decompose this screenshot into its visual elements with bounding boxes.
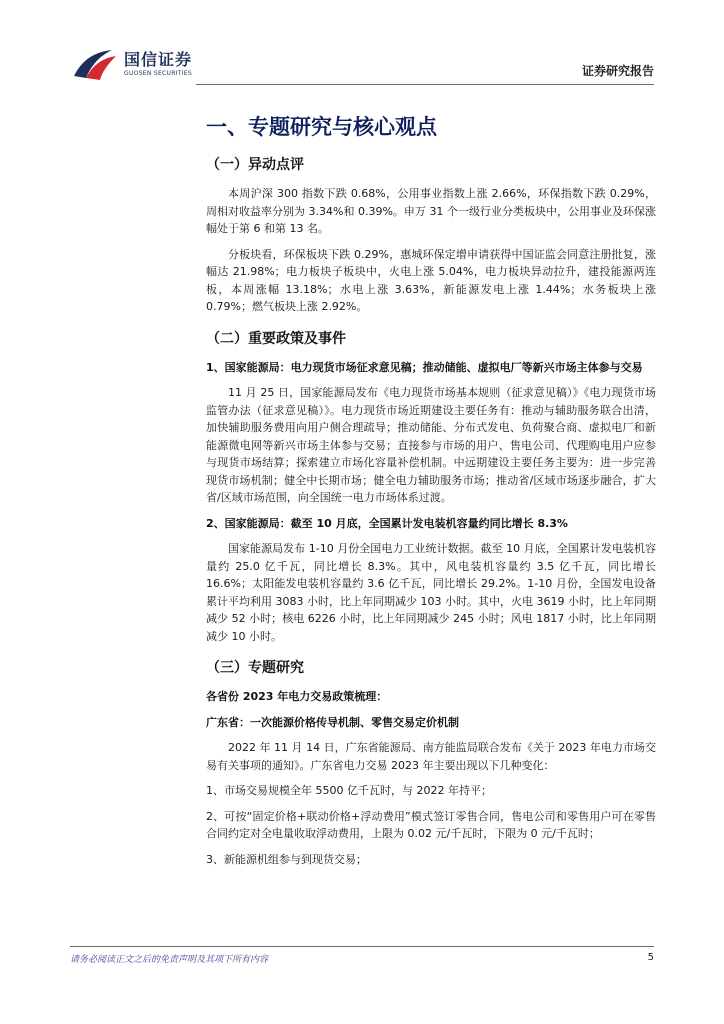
paragraph: 2022 年 11 月 14 日，广东省能源局、南方能监局联合发布《关于 2023 年电力市场交易有关事项的通知》。广东省电力交易 2023 年主要出现以下几种变化： bbox=[206, 741, 656, 772]
page-header bbox=[0, 0, 724, 90]
paragraph: 本周沪深 300 指数下跌 0.68%，公用事业指数上涨 2.66%，环保指数下跌 0.29%，周相对收益率分别为 3.34%和 0.39%。申万 31 个一级行业分类板块中，公用事业及环保涨幅处于第 6 和第 13 名。 bbox=[206, 187, 656, 235]
report-type-label: 证券研究报告 bbox=[581, 64, 654, 78]
paragraph: 分板块看，环保板块下跌 0.29%，惠城环保定增申请获得中国证监会同意注册批复，涨幅达 21.98%；电力板块子板块中，火电上涨 5.04%，电力板块异动拉升，建投能源两连板，本周涨幅 13.18%；水电上涨 3.63%，新能源发电上涨 1.44%；水务板块上涨 0.79%；燃气板块上涨 2.92%。 bbox=[206, 247, 656, 313]
paragraph: 2、可按“固定价格+联动价格+浮动费用”模式签订零售合同，售电公司和零售用户可在零售合同约定对全电量收取浮动费用，上限为 0.02 元/千瓦时，下限为 0 元/千瓦时； bbox=[206, 809, 656, 840]
header-divider bbox=[196, 84, 654, 85]
section-heading-research: （三）专题研究 bbox=[206, 660, 304, 676]
paragraph: 国家能源局发布 1-10 月份全国电力工业统计数据。截至 10 月底，全国累计发电装机容量约 25.0 亿千瓦，同比增长 8.3%。其中，风电装机容量约 3.5 亿千瓦，同比增长 16.6%；太阳能发电装机容量约 3.6 亿千瓦，同比增长 29.2%。1-10 月份，全国发电设备累计平均利用 3083 小时，比上年同期减少 103 小时。其中，火电 3619 小时，比上年同期减少 52 小时；核电 6226 小时，比上年同期减少 245 小时；风电 1817 小时，比上年同期减少 10 小时。 bbox=[206, 542, 656, 643]
policy-item-title: 2、国家能源局：截至 10 月底，全国累计发电装机容量约同比增长 8.3% bbox=[206, 516, 568, 530]
logo-chinese-name: 国信证券 bbox=[124, 49, 193, 69]
section-heading-policy: （二）重要政策及事件 bbox=[206, 330, 346, 347]
paragraph: 11 月 25 日，国家能源局发布《电力现货市场基本规则（征求意见稿）》《电力现货市场监管办法（征求意见稿）》。电力现货市场近期建设主要任务有：推动与辅助服务联合出清，加快辅助服务费用向用户侧合理疏导；推动储能、分布式发电、负荷聚合商、虚拟电厂和新能源微电网等新兴市场主体参与交易；直接参与市场的用户、售电公司、代理购电用户应参与现货市场结算；探索建立市场化容量补偿机制。中远期建设主要任务主要为：进一步完善现货市场机制；健全中长期市场；健全电力辅助服务市场；推动省/区域市场逐步融合，扩大省/区域市场范围，向全国统一电力市场体系过渡。 bbox=[206, 386, 656, 504]
footer-divider bbox=[70, 946, 654, 947]
footer-disclaimer: 请务必阅读正文之后的免责声明及其项下所有内容 bbox=[70, 955, 269, 965]
chapter-title: 一、专题研究与核心观点 bbox=[206, 115, 437, 139]
section-heading-anomaly: （一）异动点评 bbox=[206, 157, 304, 173]
guosen-logo bbox=[72, 46, 192, 82]
paragraph: 1、市场交易规模全年 5500 亿千瓦时，与 2022 年持平； bbox=[206, 784, 492, 797]
paragraph: 3、新能源机组参与到现货交易； bbox=[206, 852, 367, 866]
province-title: 广东省：一次能源价格传导机制、零售交易定价机制 bbox=[206, 715, 459, 729]
page-number: 5 bbox=[647, 952, 654, 963]
policy-item-title: 1、国家能源局：电力现货市场征求意见稿；推动储能、虚拟电厂等新兴市场主体参与交易 bbox=[206, 360, 643, 374]
guosen-logo-icon bbox=[72, 46, 118, 82]
logo-english-name: GUOSEN SECURITIES bbox=[124, 69, 193, 77]
research-subtitle: 各省份 2023 年电力交易政策梳理： bbox=[206, 690, 388, 703]
report-body bbox=[206, 112, 656, 876]
